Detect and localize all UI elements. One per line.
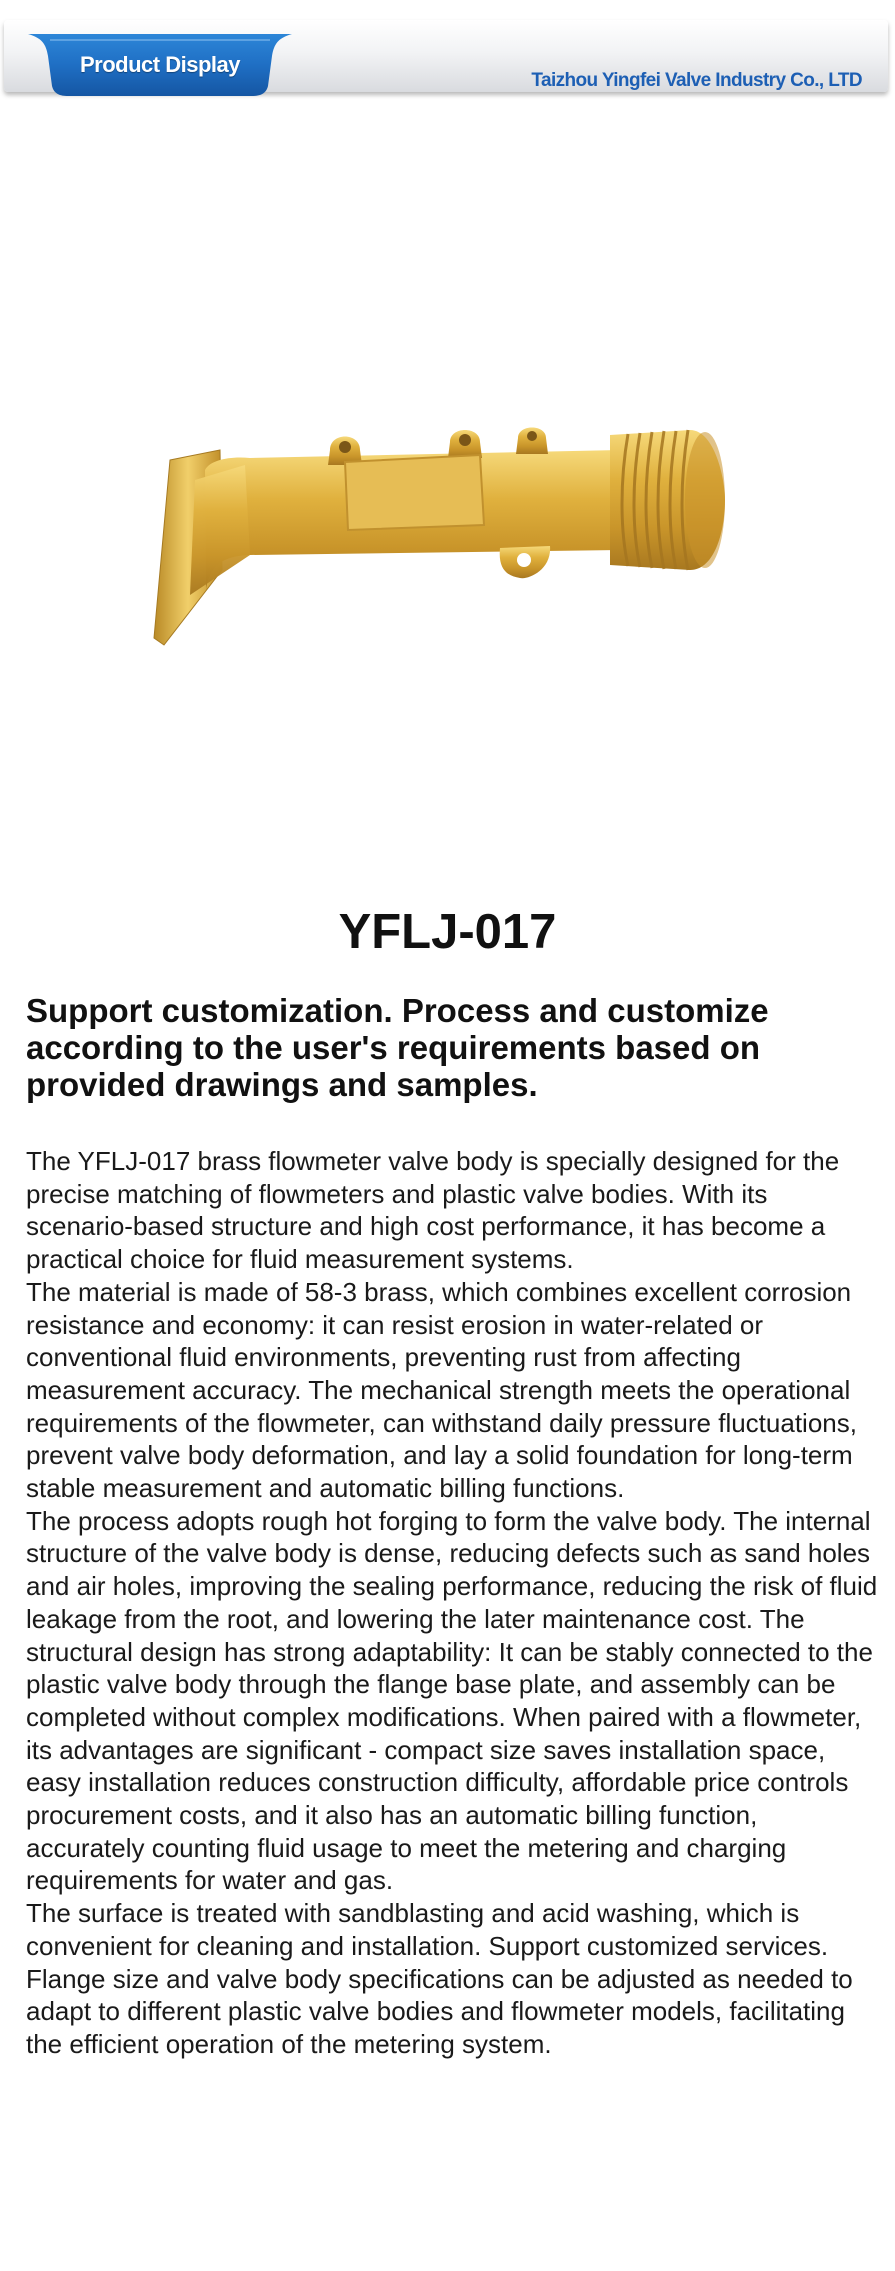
tab-label: Product Display <box>80 52 240 77</box>
description-paragraph: The material is made of 58-3 brass, which combines excellent corrosion resistance and economy: it can resist erosion in water-related or conventional fluid environments, preventing rust from affecting measurement accuracy. The mechanical strength meets the operational requirements of the flowmeter, can withstand daily pressure fluctuations, prevent valve body deformation, and lay a solid foundation for long-term stable measurement and automatic billing functions. <box>26 1276 857 1504</box>
description-paragraph: The process adopts rough hot forging to form the valve body. The internal structure of the valve body is dense, reducing defects such as sand holes and air holes, improving the sealing performance, reducing the risk of fluid leakage from the root, and lowering the later maintenance cost. The structural design has strong adaptability: It can be stably connected to the plastic valve body through the flange base plate, and assembly can be completed without complex modifications. When paired with a flowmeter, its advantages are significant - compact size saves installation space, easy installation reduces construction difficulty, affordable price controls procurement costs, and it also has an automatic billing function, accurately counting fluid usage to meet the metering and charging requirements for water and gas. <box>26 1505 878 1896</box>
product-model: YFLJ-017 <box>338 905 557 959</box>
description-paragraph: The YFLJ-017 brass flowmeter valve body is specially designed for the precise matching of flowmeters and plastic valve bodies. With its scenario-based structure and high cost performance, it has become a practical choice for fluid measurement systems. <box>26 1146 840 1275</box>
header-banner <box>4 20 888 92</box>
product-description <box>26 1145 878 2061</box>
product-display-tab[interactable] <box>28 34 292 98</box>
brass-valve-body-image <box>150 420 730 660</box>
product-image <box>150 420 730 660</box>
company-name: Taizhou Yingfei Valve Industry Co., LTD <box>531 70 862 91</box>
description-paragraph: The surface is treated with sandblasting and acid washing, which is convenient for cleaning and installation. Support customized services. Flange size and valve body specifications can be adjusted as needed to adapt to different plastic valve bodies and flowmeter models, facilitating the efficient operation of the metering system. <box>26 1898 853 2059</box>
customization-headline: Support customization. Process and customize according to the user's requirements based on provided drawings and samples. <box>26 992 769 1103</box>
